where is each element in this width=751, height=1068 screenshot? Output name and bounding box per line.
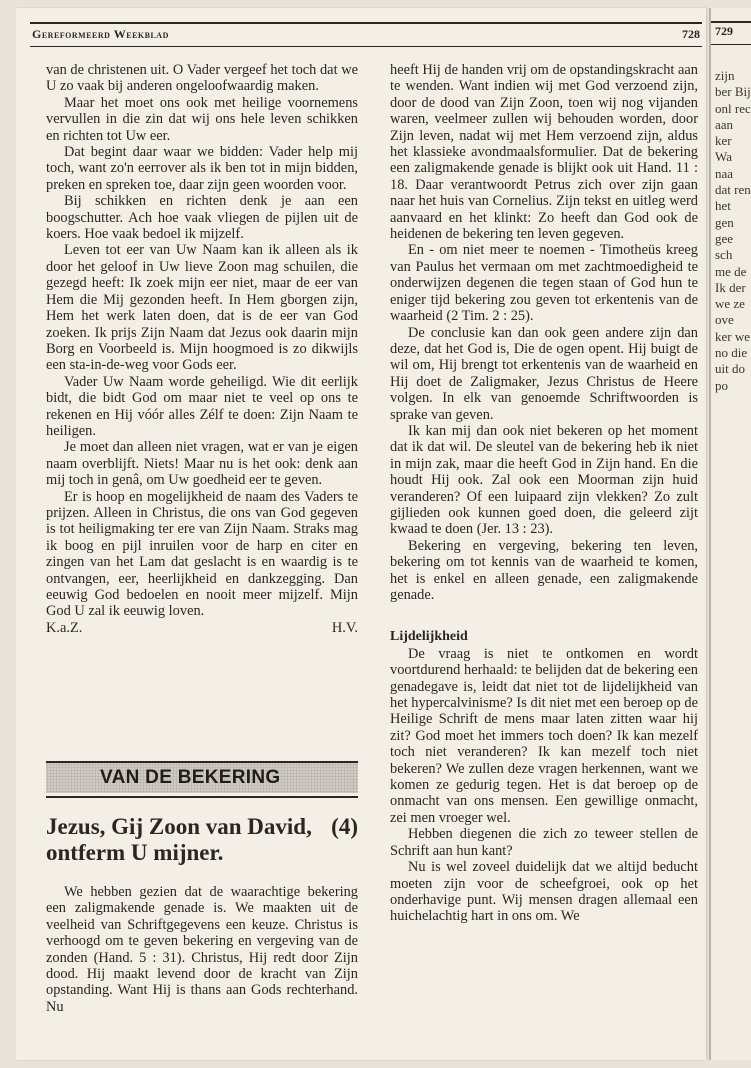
paragraph: En - om niet meer te noemen - Timotheüs kreeg van Paulus het vermaan om met zachtmoedigheid te onderwijzen degenen die tegen staan of God hun te eniger tijd bekering zou geven tot erkentenis van de waarheid (2 Tim. 2 : 25).: [390, 242, 698, 325]
article-title-text: Jezus, Gij Zoon van David, ontferm U mijner.: [46, 814, 312, 865]
article-title: [46, 814, 358, 866]
article-intro: [46, 884, 358, 1015]
next-page-edge: [709, 8, 751, 1060]
paragraph: Dat begint daar waar we bidden: Vader help mij toch, want zo'n eerrover als ik ben tot in mijn bidden, preken en spreken toe, daar zijn geen woorden voor.: [46, 144, 358, 193]
paragraph: De vraag is niet te ontkomen en wordt voortdurend herhaald: te belijden dat de bekering een genadegave is, leidt dat niet tot de lijdelijkheid van het hypercalvinisme? Is dit niet met een beroep op de Heilige Schrift de mens maar laten zitten waar hij zit? God moet het immers toch doen? Ik kan mezelf toch niet veranderen? Ik kan mezelf toch niet bekeren? We zullen deze vragen herkennen, want we komen ze gedurig tegen. Het is dat beroep op de onmacht van ons mensen. Een gewillige onmacht, zei men vroeger wel.: [390, 645, 698, 826]
paragraph: Maar het moet ons ook met heilige voornemens vervullen in die zin dat wij ons hele leven schikken en richten tot Uw eer.: [46, 94, 358, 144]
paragraph: De conclusie kan dan ook geen andere zijn dan deze, dat het God is, Die de ogen opent. Hij buigt de wil om, Hij brengt tot erkentenis van de waarheid en Hij doet de Zaligmaker, Jezus Christus de Heere volgen. In elk van genoemde Schriftwoorden is sprake van geven.: [390, 324, 698, 423]
paragraph: heeft Hij de handen vrij om de opstandingskracht aan te wenden. Want indien wij met God verzoend zijn, door de dood van Zijn Zoon, toen wij nog vijanden waren, veelmeer zullen wij behouden worden, door Zijn leven, nadat wij met Hem verzoend zijn, aldus het klassieke avondmaalsformulier. Dat de bekering een zaligmakende genade is blijkt ook uit Hand. 11 : 18. Daar verantwoordt Petrus zich over zijn gaan naar het huis van Cornelius. Zijn tekst en uitleg werd aanvaard en het klinkt: Zo heeft dan God ook de heidenen de bekering ten leven gegeven.: [390, 62, 698, 243]
next-page-header-rule: [711, 21, 751, 23]
article-part: (4): [331, 814, 358, 839]
paragraph: We hebben gezien dat de waarachtige bekering een zaligmakende genade is. We maakten uit de veelheid van Schriftgegevens een keuze. Christus is verhoogd om te geven bekering en vergeving van de zonden (Hand. 5 : 31). Christus, Hij redt door Zijn dood. Hij maakt levend door de kracht van Zijn opstanding. Want Hij is thans aan Gods rechterhand. Nu: [46, 884, 358, 1015]
paragraph: Bij schikken en richten denk je aan een boogschutter. Ach hoe vaak vliegen de pijlen uit de koers. Hoe vaak bedoel ik mijzelf.: [46, 193, 358, 243]
signature-line: [46, 620, 358, 636]
paragraph: Er is hoop en mogelijkheid de naam des Vaders te prijzen. Alleen in Christus, die ons van God gegeven is tot heiligmaking ter ere van Zijn Naam. Straks mag ik boog en pijl inruilen voor de harp en citer en zingen van het Lam dat geslacht is en waardig is te ontvangen, eer, heerlijkheid en dankzegging. Dan eeuwig God bedoelen en nooit meer mijzelf. Mijn God U zal ik eeuwig loven.: [46, 488, 358, 620]
paragraph: Vader Uw Naam worde geheiligd. Wie dit eerlijk bidt, die bidt God om maar niet te veel op ons te rekenen en Hij vóór alles Zélf te doen: Zijn Naam te heiligen.: [46, 373, 358, 439]
paragraph: Nu is wel zoveel duidelijk dat we altijd beducht moeten zijn voor de scheefgroei, ook op het onderhavige punt. Wij mensen dragen allemaal een huichelachtig hart in ons om. We: [390, 859, 698, 925]
paragraph: Je moet dan alleen niet vragen, wat er van je eigen naam overblijft. Niets! Maar nu is het ook: denk aan mij toch in genâ, om Uw goedheid eer te geven.: [46, 439, 358, 489]
next-page-number: 729: [715, 24, 733, 38]
signature-right: H.V.: [331, 619, 358, 636]
paragraph: Bekering en vergeving, bekering ten leven, bekering om tot kennis van de waarheid te komen, het is enkel en alleen genade, een zaligmakende genade.: [390, 537, 698, 603]
right-column: [390, 62, 698, 925]
signature-left: K.a.Z.: [46, 619, 83, 636]
paragraph: Hebben diegenen die zich zo teweer stellen de Schrift aan hun kant?: [390, 826, 698, 859]
next-page-header-rule-bottom: [711, 44, 751, 45]
section-banner: [46, 761, 358, 793]
paragraph: Leven tot eer van Uw Naam kan ik alleen als ik door het geloof in Uw lieve Zoon mag schuilen, die gezegd heeft: Ik zoek mijn eer niet, maar de eer van Hem die Mij gezonden heeft. In Hem gborgen zijn, Hem het werk laten doen, dat is de eer van God zoeken. Ik prijs Zijn Naam dat Jezus ook daarin mijn Borg en Voorbeeld is. Mijn hoogmoed is zo dikwijls een sta-in-de-weg voor Gods eer.: [46, 242, 358, 374]
next-page-text-fragment: zijn ber Bij onl rec aan ker Wa naa dat ren het gen gee sch me de Ik der we ze ove ker we no die uit do po: [715, 68, 751, 393]
page-number: 728: [682, 27, 700, 41]
magazine-title: Gereformeerd Weekblad: [32, 27, 169, 41]
paragraph: van de christenen uit. O Vader vergeef het toch dat we U zo vaak bij anderen ongeloofwaardig maken.: [46, 62, 358, 95]
page-header: [30, 22, 702, 47]
banner-rule: [46, 796, 358, 798]
paragraph: Ik kan mij dan ook niet bekeren op het moment dat ik dat wil. De sleutel van de bekering heb ik niet in mijn zak, maar die heeft God in Zijn hand. En die houdt Hij ook. Zal ook een Moorman zijn huid veranderen? Of een luipaard zijn vlekken? Zo zult gijlieden ook kunnen goed doen, die geleerd zijt kwaad te doen (Jer. 13 : 23).: [390, 422, 698, 538]
left-column: [46, 62, 358, 636]
section-banner-label: VAN DE BEKERING: [100, 767, 281, 788]
subheading: Lijdelijkheid: [390, 629, 468, 645]
